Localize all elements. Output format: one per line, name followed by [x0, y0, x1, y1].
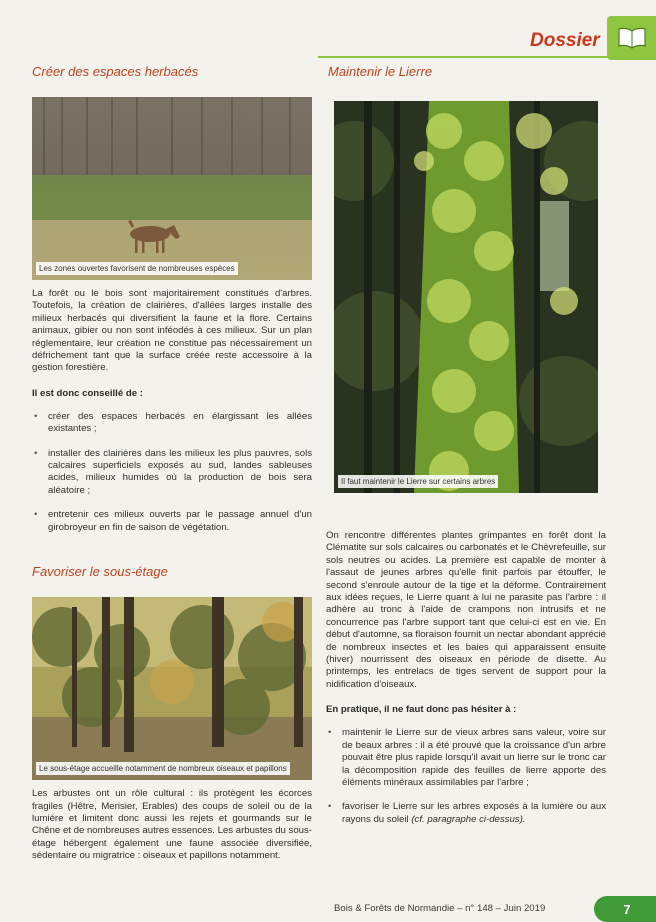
page-number: 7: [623, 901, 631, 917]
photo-caption: Le sous-étage accueille notamment de nombreux oiseaux et papillons: [36, 762, 290, 775]
list-item: [326, 801, 606, 826]
list-item: • maintenir le Lierre sur de vieux arbres sans valeur, voire sur de beaux arbres : il a été prouvé que la croissance d'un arbre pouvait être plus rapide lorsqu'il avait un lierre sur le tronc car la décomposition rapide des feuilles de lierre apporte des éléments minéraux assimilables par l'arbre ;: [326, 727, 606, 789]
list-item: • entretenir ces milieux ouverts par le passage annuel d'un girobroyeur en fin de saison de végétation.: [32, 509, 312, 534]
header-tab: [607, 16, 656, 60]
ivy-illustration: [334, 101, 598, 493]
list-item: • créer des espaces herbacés en élargissant les allées existantes ;: [32, 411, 312, 436]
header-rule: [318, 56, 608, 58]
publication-footer: Bois & Forêts de Normandie – n° 148 – Juin 2019: [334, 903, 546, 914]
photo-caption: Les zones ouvertes favorisent de nombreuses espèces: [36, 262, 238, 275]
page-number-badge: [594, 896, 656, 922]
advice-lead: Il est donc conseillé de :: [32, 387, 143, 399]
paragraph-sous-etage: Les arbustes ont un rôle cultural : ils protègent les écorces fragiles (Hêtre, Merisier, Erables) des coups de soleil ou de la lumière et limitent donc aussi les rejets et gourmands sur le Chêne et de nombreuses autres essences. Les arbustes du sous-étage hébergent également une faune associée diversifiée, sédentaire ou migratrice : oiseaux et papillons notamment.: [32, 788, 312, 862]
section-title-sous-etage: Favoriser le sous-étage: [32, 564, 168, 580]
photo-caption: Il faut maintenir le Lierre sur certains arbres: [338, 475, 498, 488]
paragraph-lierre: On rencontre différentes plantes grimpantes en forêt dont la Clématite sur sols calcaires ou carbonatés et le Chèvrefeuille, sur sols neutres ou acides. La première est capable de monter à l'assaut de jeunes arbres qu'elle finit parfois par étouffer, le second s'enroule autour de la tige et la déforme. Contrairement aux idées reçues, le Lierre quant à lui ne parasite pas l'arbre : il adhère au tronc à l'aide de crampons non intrusifs et ne concurrence pas l'arbre support tant que celui-ci est en vie. En début d'automne, sa floraison fournit un nectar abondant apprécié de nombreux insectes et les baies qui apparaissent ensuite (hiver) nourrissent des oiseaux en période de disette. Au printemps, les entrelacs de tiges servent de support pour la nidification d'oiseaux.: [326, 530, 606, 690]
photo-roe-deer-meadow: [32, 97, 312, 280]
cross-reference: (cf. paragraphe ci-dessus).: [411, 813, 526, 825]
advice-list: [32, 411, 312, 534]
meadow-illustration: [32, 97, 312, 280]
section-title-lierre: Maintenir le Lierre: [328, 64, 433, 79]
paragraph-herbaces: La forêt ou le bois sont majoritairement constitués d'arbres. Toutefois, la création de clairières, d'allées larges installe des milieux herbacés qui diversifient la faune et la flore. Certains animaux, gibier ou non sont inféodés à ces milieux. Sur un plan réglementaire, leur création ne constitue pas nécessairement un défrichement tant que la surface créée reste accessoire à la gestion forestière.: [32, 288, 312, 374]
photo-ivy-tree: [334, 101, 598, 493]
practice-list: [326, 727, 606, 826]
understory-illustration: [32, 597, 312, 780]
section-title-herbaces: Créer des espaces herbacés: [32, 64, 199, 79]
photo-understory: [32, 597, 312, 780]
list-item: • installer des clairières dans les milieux les plus pauvres, sols calcaires superficiels exposés au sud, landes sableuses acides, milieux humides où la production de bois sera aléatoire ;: [32, 448, 312, 498]
open-book-icon: [617, 27, 647, 49]
section-label: Dossier: [530, 30, 600, 51]
right-column: [326, 60, 606, 826]
practice-lead: En pratique, il ne faut donc pas hésiter à :: [326, 704, 517, 716]
list-item-text: favoriser le Lierre sur les arbres exposés à la lumière ou aux rayons du soleil: [342, 801, 606, 825]
left-column: [32, 60, 312, 863]
